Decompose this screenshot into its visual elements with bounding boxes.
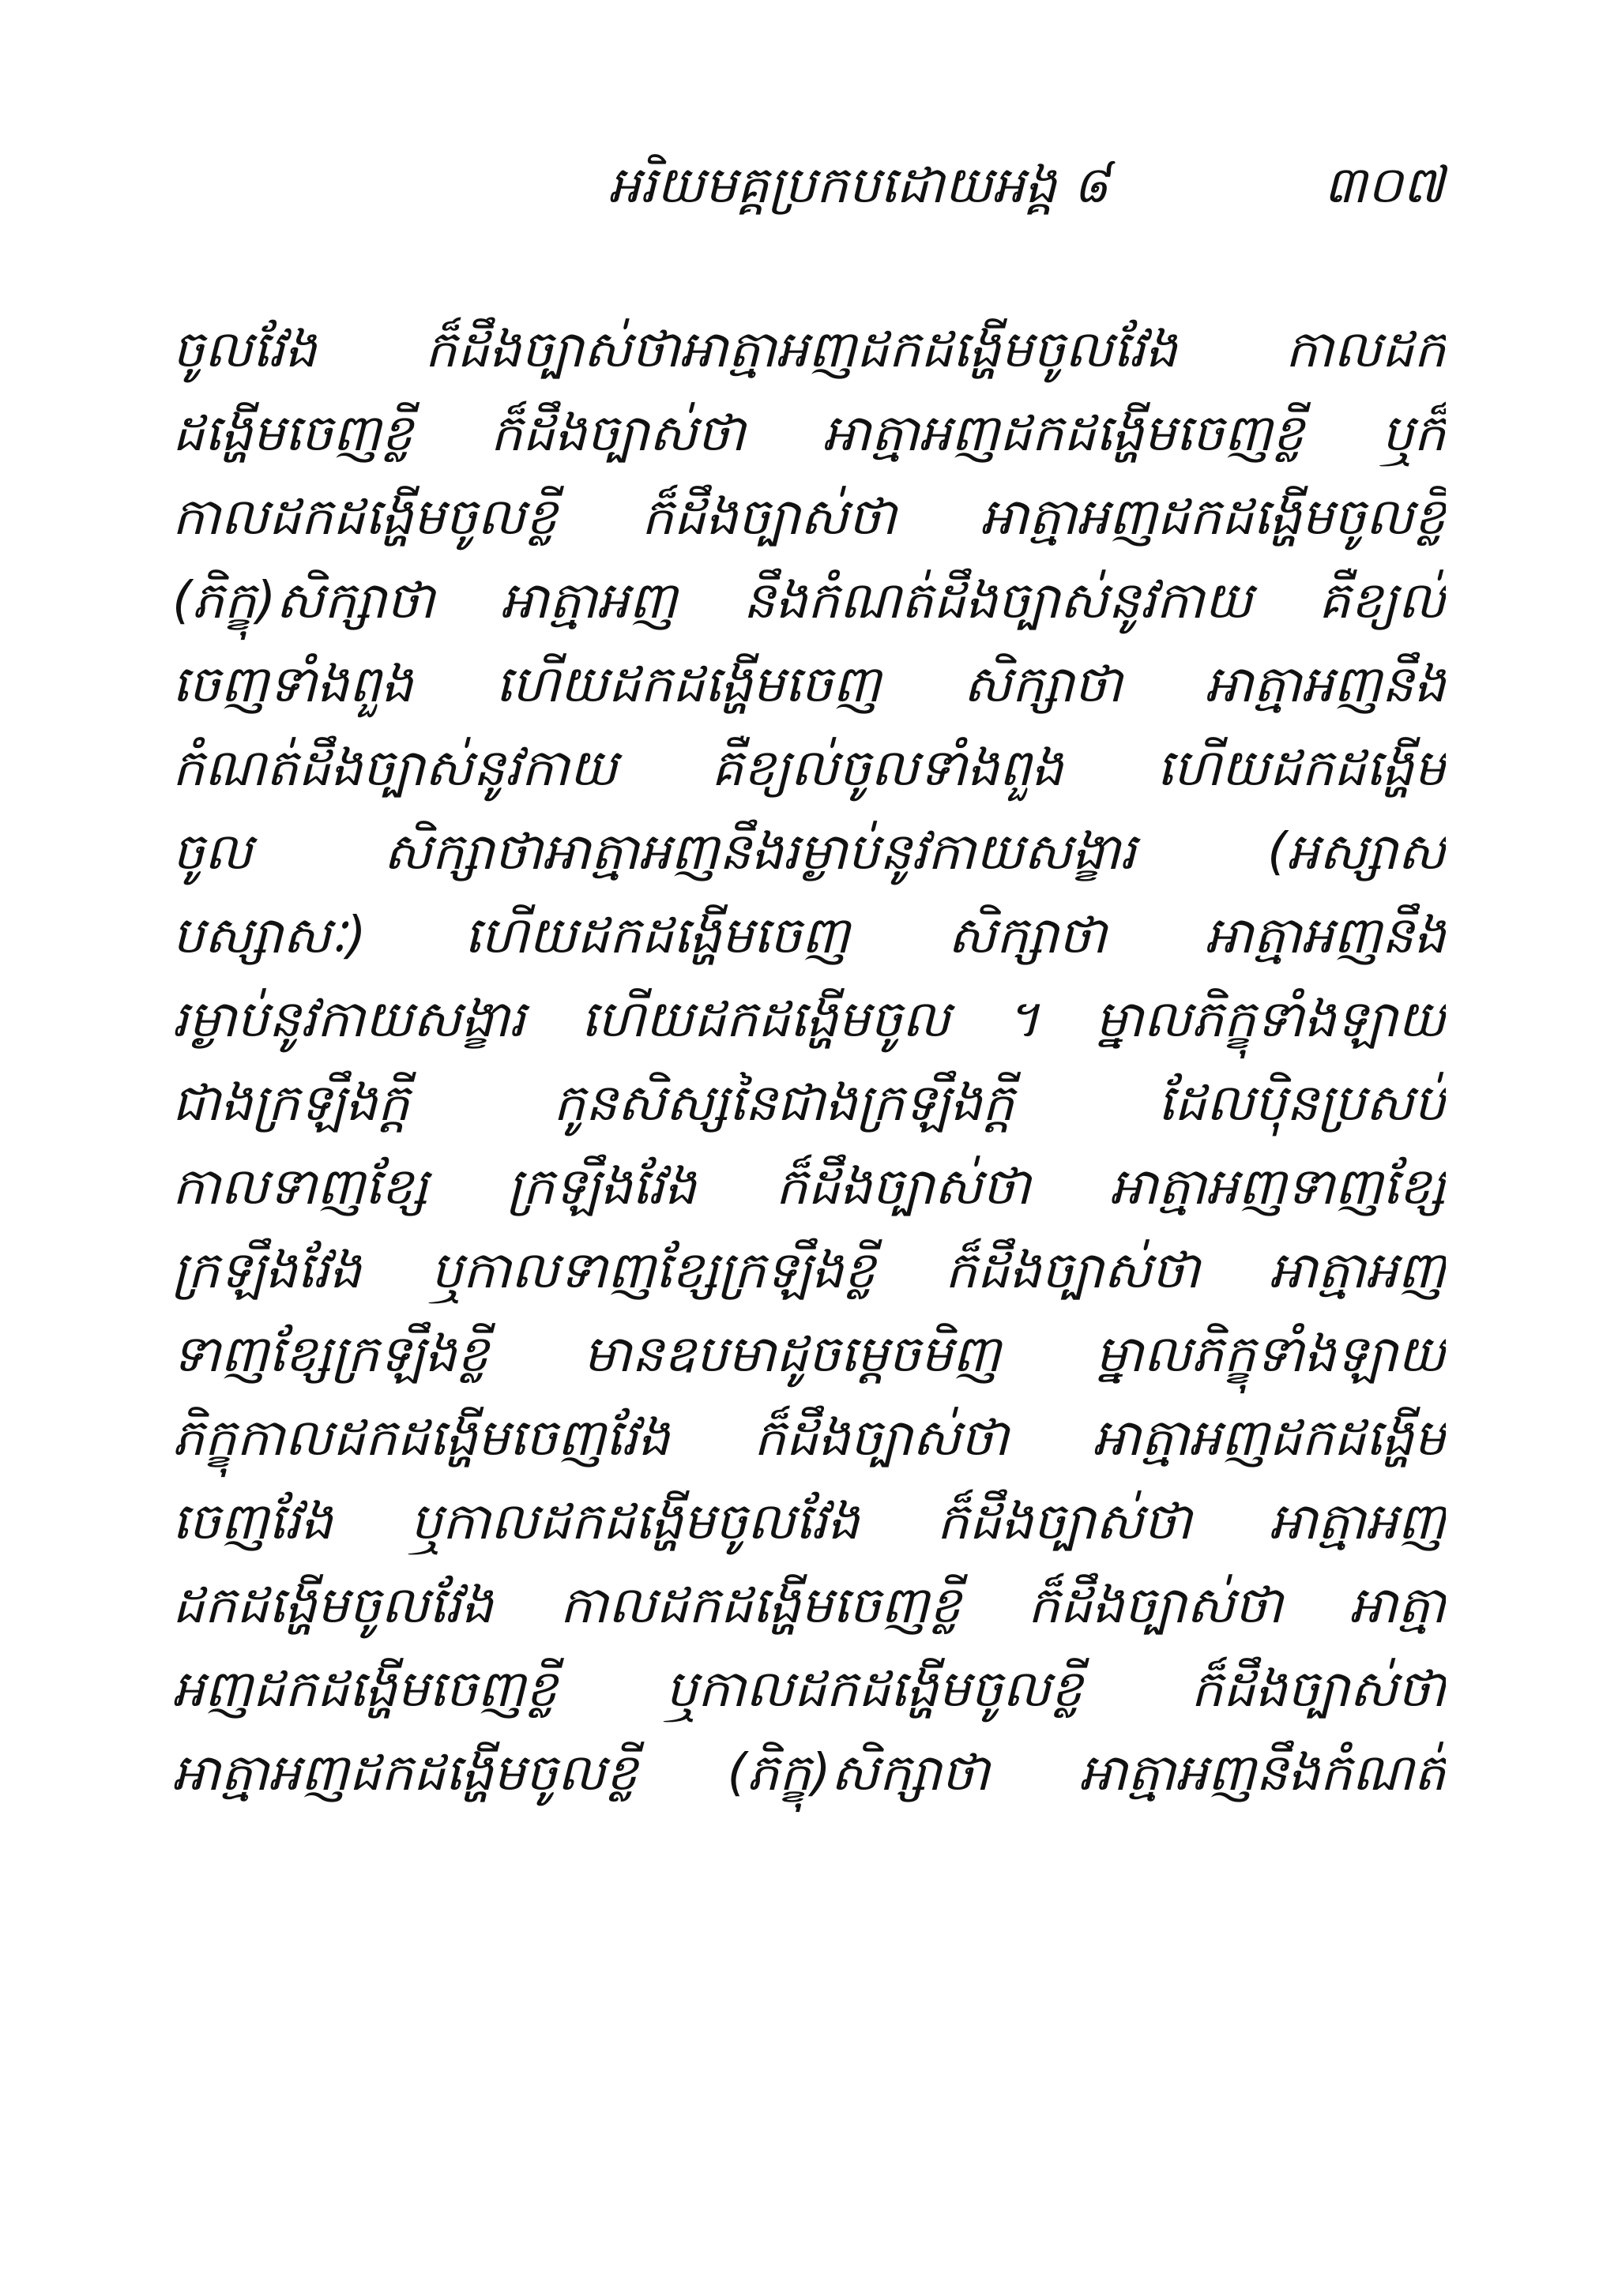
text-line: ក្រឡឹងវែង ឬកាលទាញខ្សែក្រឡឹងខ្លី ក៏ដឹងច្បាស់ថា អាត្មាអញ [172,1242,1446,1300]
text-line: បស្សាសៈ) ហើយដកដង្ហើមចេញ សិក្សាថា អាត្មាអញនឹង [172,907,1446,965]
text-line: ចេញទាំងពួង ហើយដកដង្ហើមចេញ សិក្សាថា អាត្មាអញនឹង [172,656,1446,714]
text-line: ទាញខ្សែក្រឡឹងខ្លី មានឧបមាដូចម្តេចមិញ ម្នាលភិក្ខុទាំងឡាយ [172,1325,1446,1384]
page-header [0,150,1618,221]
text-line: ដកដង្ហើមចូលវែង កាលដកដង្ហើមចេញខ្លី ក៏ដឹងច្បាស់ថា អាត្មា [172,1576,1446,1635]
body-text [172,308,1446,1815]
text-line: ភិក្ខុកាលដកដង្ហើមចេញវែង ក៏ដឹងច្បាស់ថា អាត្មាអញដកដង្ហើម [172,1409,1446,1467]
running-title: អរិយមគ្គប្រកបដោយអង្គ ៨ [608,156,1109,215]
text-line: ចូលវែង ក៏ដឹងច្បាស់ថាអាត្មាអញដកដង្ហើមចូលវែង កាលដក [172,321,1446,379]
text-line: អញដកដង្ហើមចេញខ្លី ឬកាលដកដង្ហើមចូលខ្លី ក៏ដឹងច្បាស់ថា [172,1660,1446,1719]
text-line: កំណត់ដឹងច្បាស់នូវកាយ គឺខ្យល់ចូលទាំងពួង ហើយដកដង្ហើម [172,739,1446,798]
text-line: កាលទាញខ្សែ ក្រឡឹងវែង ក៏ដឹងច្បាស់ថា អាត្មាអញទាញខ្សែ [172,1158,1446,1216]
text-line: ដង្ហើមចេញខ្លី ក៏ដឹងច្បាស់ថា អាត្មាអញដកដង្ហើមចេញខ្លី ឬក៏ [172,404,1446,463]
page-number: ៣០៧ [1323,156,1444,215]
text-line: ជាងក្រឡឹងក្តី កូនសិស្សនៃជាងក្រឡឹងក្តី ដែលប៉ិនប្រសប់ [172,1074,1446,1133]
text-line: រម្ងាប់នូវកាយសង្ខារ ហើយដកដង្ហើមចូល ។ ម្នាលភិក្ខុទាំងឡាយ [172,990,1446,1049]
text-line: ចេញវែង ឬកាលដកដង្ហើមចូលវែង ក៏ដឹងច្បាស់ថា អាត្មាអញ [172,1493,1446,1551]
text-line: កាលដកដង្ហើមចូលខ្លី ក៏ដឹងច្បាស់ថា អាត្មាអញដកដង្ហើមចូលខ្លី [172,488,1446,547]
text-line: (ភិក្ខុ)សិក្សាថា អាត្មាអញ នឹងកំណត់ដឹងច្បាស់នូវកាយ គឺខ្យល់ [172,572,1446,630]
text-line: អាត្មាអញដកដង្ហើមចូលខ្លី (ភិក្ខុ)សិក្សាថា អាត្មាអញនឹងកំណត់ [172,1744,1446,1802]
text-line: ចូល សិក្សាថាអាត្មាអញនឹងរម្ងាប់នូវកាយសង្ខារ (អស្សាស [172,823,1446,881]
